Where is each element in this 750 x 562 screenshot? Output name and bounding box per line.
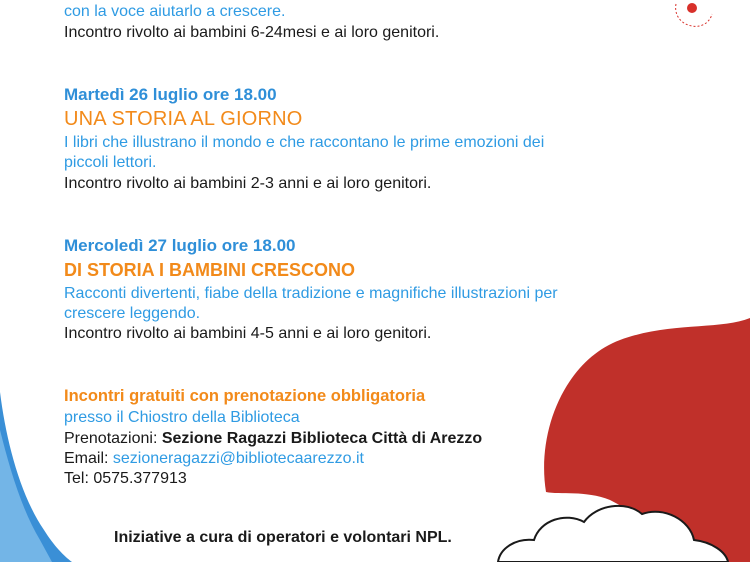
event2-desc-line-1: Racconti divertenti, fiabe della tradizione e magnifiche illustrazioni per: [64, 285, 558, 302]
email-label: Email:: [64, 450, 113, 467]
email-line: [64, 449, 364, 469]
booking-line: [64, 429, 482, 449]
event2-audience: Incontro rivolto ai bambini 4-5 anni e ai loro genitori.: [64, 325, 432, 342]
intro-line-1: con la voce aiutarlo a crescere.: [64, 3, 286, 20]
free-events-headline: Incontri gratuiti con prenotazione obbligatoria: [64, 387, 426, 405]
event1-desc-line-1: I libri che illustrano il mondo e che raccontano le prime emozioni dei: [64, 134, 545, 151]
footer-credit: Iniziative a cura di operatori e volontari NPL.: [114, 529, 452, 546]
email-link[interactable]: sezioneragazzi@bibliotecaarezzo.it: [112, 450, 364, 467]
event1-title: UNA STORIA AL GIORNO: [64, 108, 303, 130]
event1-desc-line-2: piccoli lettori.: [64, 154, 157, 171]
location-line: presso il Chiostro della Biblioteca: [64, 409, 300, 426]
event1-audience: Incontro rivolto ai bambini 2-3 anni e ai loro genitori.: [64, 175, 432, 192]
event2-title: DI STORIA I BAMBINI CRESCONO: [64, 260, 356, 280]
booking-label: Prenotazioni:: [64, 430, 162, 447]
event1-date: Martedì 26 luglio ore 18.00: [64, 85, 277, 104]
intro-audience: Incontro rivolto ai bambini 6-24mesi e ai loro genitori.: [64, 24, 440, 41]
rete-documentaria-logo: [664, 0, 714, 36]
logo-mark-icon: [664, 0, 714, 36]
booking-value: Sezione Ragazzi Biblioteca Città di Arezzo: [161, 430, 483, 447]
event2-desc-line-2: crescere leggendo.: [64, 305, 201, 322]
event2-date: Mercoledì 27 luglio ore 18.00: [64, 236, 296, 255]
phone-line: Tel: 0575.377913: [64, 470, 187, 487]
